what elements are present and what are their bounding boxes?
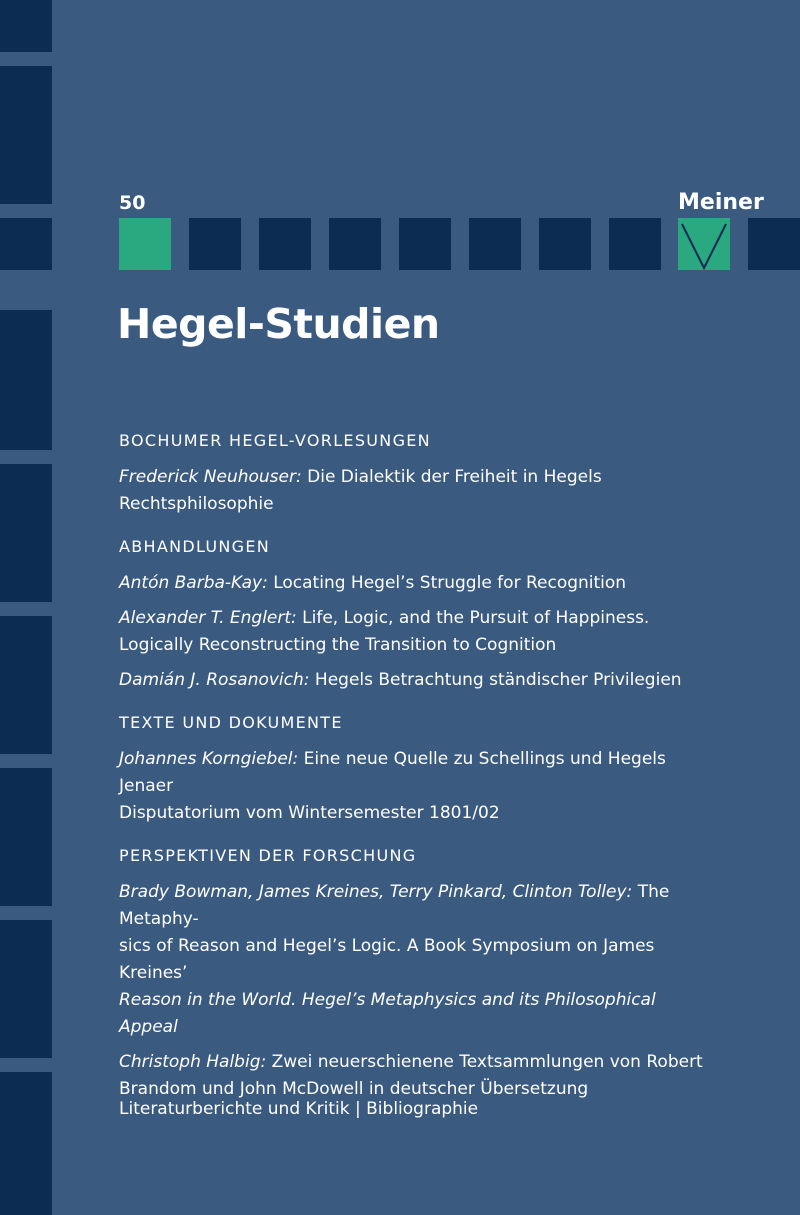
row-square	[189, 218, 241, 270]
entry-title: Die Dialektik der Freiheit in Hegels	[307, 467, 602, 487]
toc-section	[119, 430, 719, 518]
edge-block	[0, 1072, 52, 1215]
entry-author: Damián J. Rosanovich:	[119, 670, 310, 690]
entry-title: Hegels Betrachtung ständischer Privilegien	[314, 670, 682, 690]
row-square	[539, 218, 591, 270]
table-of-contents	[119, 430, 719, 1121]
toc-entry	[119, 570, 719, 597]
row-square	[329, 218, 381, 270]
entry-title: Locating Hegel’s Struggle for Recognition	[273, 573, 627, 593]
entry-title-cont: sics of Reason and Hegel’s Logic. A Book Symposium on James Kreines’	[119, 936, 655, 983]
entry-title-cont: Brandom und John McDowell in deutscher Übersetzung	[119, 1079, 589, 1099]
row-square	[609, 218, 661, 270]
row-square	[748, 218, 800, 270]
toc-entry	[119, 464, 719, 518]
edge-block	[0, 218, 52, 270]
edge-block	[0, 920, 52, 1058]
section-heading: ABHANDLUNGEN	[119, 537, 271, 556]
entry-title: The Metaphy-	[119, 882, 670, 929]
edge-block	[0, 616, 52, 754]
edge-block	[0, 310, 52, 450]
edge-block	[0, 768, 52, 906]
entry-author: Brady Bowman, James Kreines, Terry Pinkard, Clinton Tolley:	[119, 882, 633, 902]
row-square	[469, 218, 521, 270]
toc-entry	[119, 605, 719, 659]
publisher-name: Meiner	[678, 190, 764, 215]
meiner-logo-icon	[678, 218, 730, 270]
toc-entry	[119, 746, 719, 827]
entry-author: Antón Barba-Kay:	[119, 573, 268, 593]
issue-accent-square	[119, 218, 171, 270]
entry-author: Alexander T. Englert:	[119, 608, 297, 628]
entry-author: Johannes Korngiebel:	[119, 749, 299, 769]
entry-title: Life, Logic, and the Pursuit of Happiness.	[302, 608, 650, 628]
toc-section	[119, 845, 719, 1103]
entry-author: Christoph Halbig:	[119, 1052, 267, 1072]
entry-title-cont: Disputatorium vom Wintersemester 1801/02	[119, 803, 500, 823]
edge-block	[0, 464, 52, 602]
toc-entry	[119, 1049, 719, 1103]
toc-entry	[119, 667, 719, 694]
section-heading: PERSPEKTIVEN DER FORSCHUNG	[119, 846, 417, 865]
edge-block	[0, 66, 52, 204]
issue-number: 50	[119, 192, 146, 214]
toc-section	[119, 536, 719, 694]
entry-title: Zwei neuerschienene Textsammlungen von Robert	[271, 1052, 703, 1072]
row-square	[399, 218, 451, 270]
toc-section	[119, 712, 719, 827]
toc-entry	[119, 879, 719, 1041]
entry-title-cont: Rechtsphilosophie	[119, 494, 274, 514]
row-square	[259, 218, 311, 270]
edge-block	[0, 0, 52, 52]
entry-title-cont: Logically Reconstructing the Transition to Cognition	[119, 635, 557, 655]
entry-title-italic: Reason in the World. Hegel’s Metaphysics and its Philosophical Appeal	[119, 990, 656, 1037]
entry-author: Frederick Neuhouser:	[119, 467, 302, 487]
section-heading: TEXTE UND DOKUMENTE	[119, 713, 343, 732]
footer-line: Literaturberichte und Kritik | Bibliographie	[119, 1099, 479, 1119]
section-heading: BOCHUMER HEGEL-VORLESUNGEN	[119, 431, 431, 450]
journal-title: Hegel-Studien	[117, 300, 440, 348]
entry-title: Eine neue Quelle zu Schellings und Hegels Jenaer	[119, 749, 666, 796]
